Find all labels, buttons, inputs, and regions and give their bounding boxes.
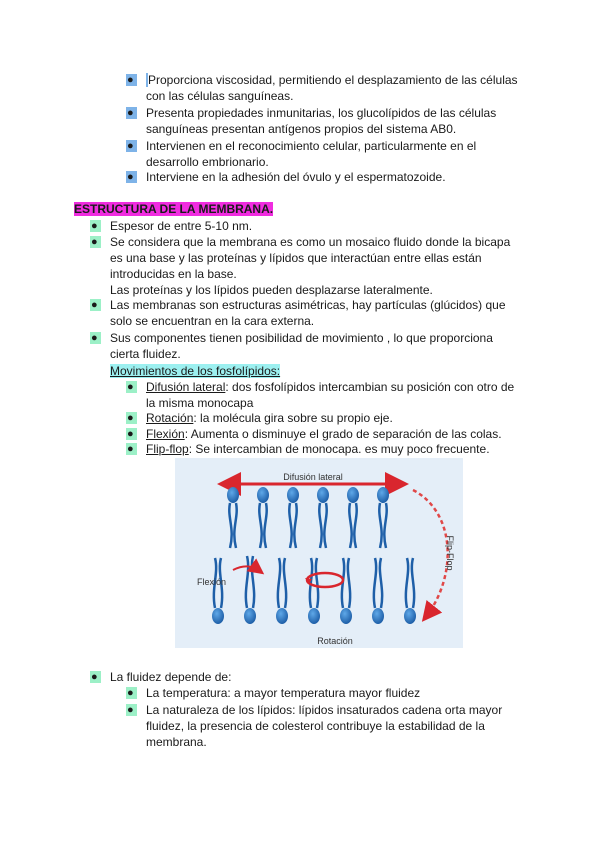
section-title: ESTRUCTURA DE LA MEMBRANA. [74, 202, 274, 216]
list-item-text: Se considera que la membrana es como un mosaico fluido donde la bicapa [110, 235, 511, 249]
label-flipflop: Flip-Flop [445, 535, 455, 571]
movement-item: Difusión lateral: dos fosfolípidos intercambian su posición con otro de [146, 380, 515, 394]
movement-item: Rotación: la molécula gira sobre su propio eje. [146, 411, 393, 425]
list-item-text: membrana. [146, 735, 207, 749]
list-item-text: la misma monocapa [146, 396, 254, 410]
list-item-text: Presenta propiedades inmunitarias, los glucolípidos de las células [146, 106, 497, 120]
bullet-marker: ● [90, 218, 108, 234]
list-item-text: La naturaleza de los lípidos: lípidos insaturados cadena orta mayor [146, 703, 503, 717]
movement-term: Difusión lateral [146, 380, 226, 394]
list-item-text: sanguíneas presentan antígenos propios del sistema AB0. [146, 122, 457, 136]
bullet-marker: ● [126, 441, 144, 457]
list-item-text: Las proteínas y los lípidos pueden desplazarse lateralmente. [110, 283, 433, 297]
bullet-marker: ● [126, 105, 144, 121]
list-item-text: cierta fluidez. [110, 347, 181, 361]
movement-term: Flip-flop [146, 442, 189, 456]
bullet-marker: ● [90, 669, 108, 685]
label-flexion: Flexión [197, 577, 227, 587]
bullet-marker: ● [90, 234, 108, 250]
list-item-text: es una base y las proteínas y lípidos que interactúan entre ellas están [110, 251, 482, 265]
list-item-text: Intervienen en el reconocimiento celular, particularmente en el [146, 139, 477, 153]
list-item-text: fluidez, la presencia de colesterol contribuye la estabilidad de la [146, 719, 485, 733]
bilayer-figure [175, 458, 463, 648]
list-item-text: Las membranas son estructuras asimétricas, hay partículas (glúcidos) que [110, 298, 506, 312]
label-rotation: Rotación [317, 636, 353, 646]
list-item-text: La temperatura: a mayor temperatura mayor fluidez [146, 686, 421, 700]
list-item-text: Interviene en la adhesión del óvulo y el espermatozoide. [146, 170, 446, 184]
list-item-text: con las células sanguíneas. [146, 89, 294, 103]
top-monolayer [227, 487, 389, 548]
movements-heading: Movimientos de los fosfolípidos: [110, 364, 281, 378]
movement-item: Flip-flop: Se intercambian de monocapa. es muy poco frecuente. [146, 442, 490, 456]
list-item-text: Espesor de entre 5-10 nm. [110, 219, 253, 233]
list-item-text: La fluidez depende de: [110, 670, 232, 684]
movement-item: Flexión: Aumenta o disminuye el grado de separación de las colas. [146, 427, 502, 441]
list-item-text: desarrollo embrionario. [146, 155, 269, 169]
bullet-marker: ● [126, 72, 144, 88]
bullet-marker: ● [126, 379, 144, 395]
movement-term: Flexión [146, 427, 185, 441]
bullet-marker: ● [126, 169, 144, 185]
bullet-marker: ● [90, 297, 108, 313]
list-item-text: introducidas en la base. [110, 267, 237, 281]
bilayer-diagram [175, 458, 463, 648]
bullet-marker: ● [126, 426, 144, 442]
movement-term: Rotación [146, 411, 194, 425]
bullet-marker: ● [126, 138, 144, 154]
bullet-marker: ● [90, 330, 108, 346]
flip-flop-arrow [413, 490, 448, 618]
label-lateral: Difusión lateral [283, 472, 343, 482]
bullet-marker: ● [126, 702, 144, 718]
list-item-text: Sus componentes tienen posibilidad de movimiento , lo que proporciona [110, 331, 493, 345]
list-item-text: Proporciona viscosidad, permitiendo el desplazamiento de las células [148, 73, 518, 87]
rotation-arrow [307, 573, 343, 587]
list-item-text: solo se encuentran en la cara externa. [110, 314, 315, 328]
bullet-marker: ● [126, 685, 144, 701]
bullet-marker: ● [126, 410, 144, 426]
